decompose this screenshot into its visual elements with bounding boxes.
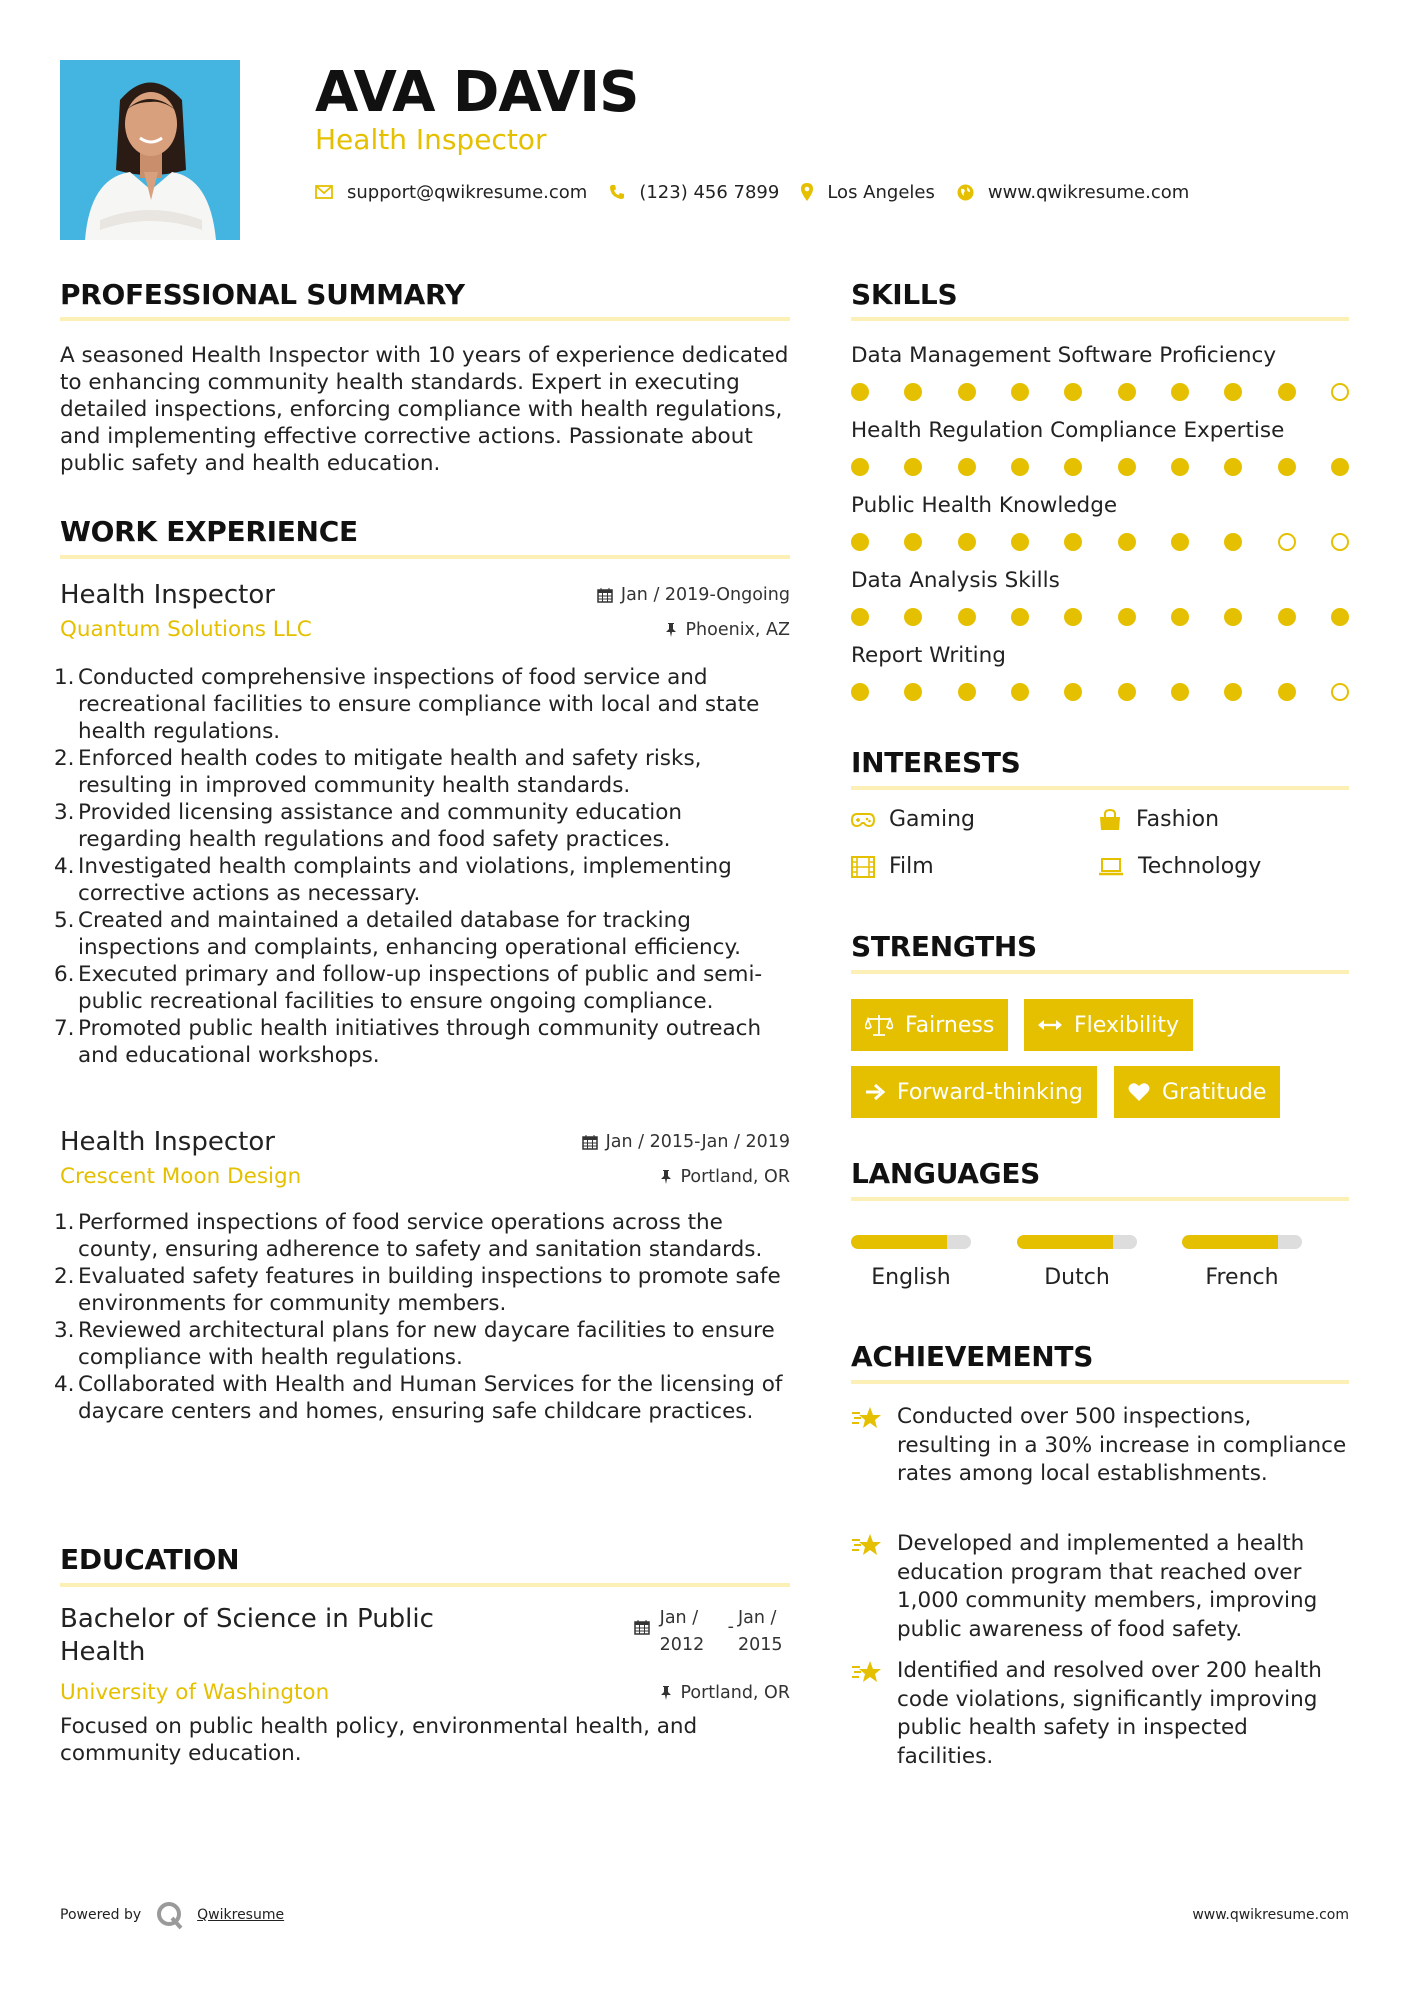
email-icon — [315, 185, 333, 199]
skills-heading: SKILLS — [851, 278, 958, 311]
qwikresume-link[interactable]: Qwikresume — [197, 1907, 285, 1923]
interests-divider — [851, 786, 1349, 790]
skill-rating — [851, 532, 1349, 552]
skill-dot-filled — [904, 683, 922, 701]
skill-dot-filled — [1224, 533, 1242, 551]
list-item: 1. Performed inspections of food service operations across the county, ensuring adherence to safety and sanitation standards. — [54, 1210, 763, 1262]
balance-scale-icon — [865, 1014, 893, 1036]
interest-fashion — [1098, 807, 1219, 832]
skill-row — [851, 642, 1349, 702]
job-dates-text: Jan / 2015-Jan / 2019 — [605, 1132, 790, 1152]
skill-dot-filled — [1011, 383, 1029, 401]
job-location — [660, 1167, 790, 1187]
education-start: Jan / 2012 — [659, 1608, 705, 1655]
job-dates-text: Jan / 2019-Ongoing — [620, 585, 790, 605]
education-divider — [60, 1583, 790, 1587]
list-item: 3. Provided licensing assistance and community education regarding health regulations and food safety practices. — [54, 800, 682, 852]
star-icon — [851, 1530, 897, 1644]
skill-dot-filled — [958, 683, 976, 701]
date-separator: - — [727, 1617, 734, 1637]
contact-location — [801, 182, 935, 203]
arrow-right-icon — [865, 1083, 885, 1101]
contact-phone-text: (123) 456 7899 — [639, 181, 780, 203]
strength-label: Flexibility — [1074, 1012, 1179, 1038]
achievement-item — [851, 1403, 1349, 1489]
skill-dot-filled — [1331, 458, 1349, 476]
star-icon — [851, 1403, 897, 1489]
experience-divider — [60, 555, 790, 559]
laptop-icon — [1098, 858, 1124, 876]
skill-dot-filled — [851, 383, 869, 401]
language-level-fill — [851, 1235, 947, 1249]
pin-icon — [665, 622, 677, 638]
language-name: English — [871, 1265, 951, 1290]
strength-tag-fairness — [851, 999, 1008, 1051]
education-end: Jan / 2015 — [738, 1608, 783, 1655]
job-dates — [597, 585, 790, 605]
skill-row — [851, 417, 1349, 477]
interest-label: Technology — [1138, 854, 1262, 879]
skills-divider — [851, 317, 1349, 321]
contact-location-text: Los Angeles — [827, 181, 935, 203]
education-dates — [634, 1605, 790, 1669]
skill-rating — [851, 682, 1349, 702]
summary-heading: PROFESSIONAL SUMMARY — [60, 278, 465, 311]
contact-website[interactable] — [957, 182, 1189, 203]
skill-dot-filled — [904, 533, 922, 551]
arrows-horizontal-icon — [1038, 1018, 1062, 1032]
experience-heading: WORK EXPERIENCE — [60, 515, 358, 548]
candidate-role: Health Inspector — [315, 123, 547, 156]
degree-title: Bachelor of Science in Public Health — [60, 1604, 434, 1667]
skill-dot-filled — [1331, 608, 1349, 626]
skill-rating — [851, 607, 1349, 627]
achievements-heading: ACHIEVEMENTS — [851, 1340, 1094, 1373]
school-name: University of Washington — [60, 1680, 330, 1705]
footer-branding — [60, 1900, 284, 1930]
interest-gaming — [851, 807, 975, 832]
list-item: 7. Promoted public health initiatives through community outreach and educational workshops. — [54, 1016, 762, 1068]
summary-divider — [60, 317, 790, 321]
profile-photo — [60, 60, 240, 240]
skill-dot-empty — [1331, 683, 1349, 701]
contact-bar — [315, 178, 1211, 206]
contact-phone[interactable] — [609, 182, 779, 203]
skill-dot-filled — [1224, 458, 1242, 476]
skill-dot-filled — [904, 458, 922, 476]
interests-heading: INTERESTS — [851, 746, 1021, 779]
skill-rating — [851, 382, 1349, 402]
globe-icon — [957, 184, 974, 201]
skill-dot-filled — [1118, 533, 1136, 551]
skill-dot-filled — [958, 533, 976, 551]
skill-dot-filled — [1064, 383, 1082, 401]
strength-tag-forward-thinking — [851, 1066, 1097, 1118]
interest-label: Fashion — [1136, 807, 1220, 832]
languages-divider — [851, 1197, 1349, 1201]
skill-dot-filled — [851, 458, 869, 476]
skill-dot-filled — [1171, 683, 1189, 701]
skill-dot-filled — [1224, 383, 1242, 401]
skill-dot-filled — [1118, 683, 1136, 701]
skill-dot-filled — [1171, 608, 1189, 626]
skill-rating — [851, 457, 1349, 477]
job-location-text: Phoenix, AZ — [685, 620, 790, 640]
skill-dot-filled — [1064, 533, 1082, 551]
skill-dot-filled — [1278, 458, 1296, 476]
language-level-fill — [1017, 1235, 1113, 1249]
skill-dot-empty — [1331, 533, 1349, 551]
location-icon — [801, 183, 813, 201]
strength-label: Gratitude — [1162, 1079, 1267, 1105]
film-icon — [851, 856, 875, 878]
skill-name: Data Analysis Skills — [851, 568, 1060, 593]
skill-row — [851, 567, 1349, 627]
language-level-bar — [851, 1235, 971, 1249]
language-level-fill — [1182, 1235, 1278, 1249]
skill-name: Report Writing — [851, 643, 1006, 668]
achievement-item — [851, 1530, 1349, 1644]
powered-by-label: Powered by — [60, 1907, 142, 1923]
heart-icon — [1128, 1082, 1150, 1102]
skill-dot-filled — [1171, 383, 1189, 401]
company-name: Quantum Solutions LLC — [60, 617, 312, 642]
skill-dot-filled — [904, 608, 922, 626]
skill-dot-filled — [1118, 458, 1136, 476]
pin-icon — [660, 1685, 672, 1701]
contact-email[interactable] — [315, 182, 587, 203]
job-entry — [54, 578, 790, 1069]
calendar-icon — [597, 587, 613, 603]
skill-dot-filled — [851, 608, 869, 626]
summary-text: A seasoned Health Inspector with 10 years of experience dedicated to enhancing community health standards. Expert in executing detailed inspections, enforcing compliance with health regulations, and implementing effective corrective actions. Passionate about public safety and health education. — [60, 343, 789, 476]
company-name: Crescent Moon Design — [60, 1164, 302, 1189]
list-item: 3. Reviewed architectural plans for new daycare facilities to ensure compliance with health regulations. — [54, 1318, 775, 1370]
star-icon — [851, 1657, 897, 1771]
skill-dot-filled — [1224, 608, 1242, 626]
language-level-bar — [1182, 1235, 1302, 1249]
skill-dot-filled — [1171, 533, 1189, 551]
shopping-bag-icon — [1098, 809, 1122, 831]
skill-dot-filled — [958, 458, 976, 476]
skill-dot-filled — [1064, 608, 1082, 626]
skill-dot-filled — [1118, 608, 1136, 626]
skill-dot-filled — [1011, 533, 1029, 551]
education-entry — [60, 1603, 790, 1767]
skill-dot-filled — [1011, 683, 1029, 701]
pin-icon — [660, 1169, 672, 1185]
achievement-item — [851, 1657, 1349, 1771]
education-description: Focused on public health policy, environmental health, and community education. — [60, 1714, 698, 1766]
skill-dot-filled — [1171, 458, 1189, 476]
language-name: French — [1205, 1265, 1279, 1290]
footer-url[interactable]: www.qwikresume.com — [1192, 1907, 1349, 1923]
candidate-name: AVA DAVIS — [315, 60, 639, 125]
language-level-bar — [1017, 1235, 1137, 1249]
strengths-divider — [851, 970, 1349, 974]
skill-name: Health Regulation Compliance Expertise — [851, 418, 1285, 443]
skill-dot-empty — [1278, 533, 1296, 551]
skill-dot-filled — [1278, 383, 1296, 401]
language-name: Dutch — [1044, 1265, 1110, 1290]
skill-dot-filled — [1011, 608, 1029, 626]
job-location-text: Portland, OR — [680, 1167, 790, 1187]
skill-dot-filled — [1224, 683, 1242, 701]
skill-dot-filled — [1011, 458, 1029, 476]
skill-dot-filled — [1118, 383, 1136, 401]
skill-row — [851, 342, 1349, 402]
interest-technology — [1098, 854, 1261, 879]
skill-dot-filled — [851, 683, 869, 701]
job-duties — [54, 1209, 790, 1425]
skill-dot-filled — [851, 533, 869, 551]
interest-film — [851, 854, 934, 879]
skill-dot-filled — [958, 608, 976, 626]
list-item: 4. Investigated health complaints and violations, implementing corrective actions as necessary. — [54, 854, 732, 906]
skill-row — [851, 492, 1349, 552]
phone-icon — [609, 184, 625, 200]
skill-dot-filled — [904, 383, 922, 401]
education-location — [660, 1683, 790, 1703]
achievement-text: Developed and implemented a health education program that reached over 1,000 community members, improving public awareness of food safety. — [897, 1531, 1318, 1642]
achievement-text: Identified and resolved over 200 health code violations, significantly improving public health safety in inspected facilities. — [897, 1658, 1322, 1769]
qwikresume-logo-icon — [155, 1900, 185, 1930]
job-title: Health Inspector — [60, 580, 275, 610]
job-duties — [54, 664, 790, 1069]
contact-website-text: www.qwikresume.com — [987, 181, 1190, 203]
strengths-heading: STRENGTHS — [851, 930, 1037, 963]
list-item: 2. Enforced health codes to mitigate health and safety risks, resulting in improved community health standards. — [54, 746, 702, 798]
gamepad-icon — [851, 812, 875, 828]
list-item: 2. Evaluated safety features in building inspections to promote safe environments for community members. — [54, 1264, 781, 1316]
skill-dot-filled — [1278, 683, 1296, 701]
strength-tag-gratitude — [1114, 1066, 1280, 1118]
strength-label: Forward-thinking — [897, 1079, 1083, 1105]
strength-label: Fairness — [905, 1012, 995, 1038]
languages-heading: LANGUAGES — [851, 1157, 1041, 1190]
education-heading: EDUCATION — [60, 1543, 240, 1576]
achievement-text: Conducted over 500 inspections, resulting in a 30% increase in compliance rates among local establishments. — [897, 1404, 1347, 1486]
job-location — [665, 620, 790, 640]
interest-label: Gaming — [889, 807, 975, 832]
list-item: 1. Conducted comprehensive inspections of food service and recreational facilities to ensure compliance with local and state health regulations. — [54, 665, 760, 744]
calendar-icon — [634, 1619, 650, 1635]
list-item: 6. Executed primary and follow-up inspections of public and semi-public recreational facilities to ensure ongoing compliance. — [54, 962, 763, 1014]
skill-name: Public Health Knowledge — [851, 493, 1118, 518]
skill-dot-empty — [1331, 383, 1349, 401]
job-title: Health Inspector — [60, 1127, 275, 1157]
job-dates — [582, 1132, 790, 1152]
calendar-icon — [582, 1134, 598, 1150]
interest-label: Film — [889, 854, 934, 879]
skill-dot-filled — [1064, 683, 1082, 701]
contact-email-text: support@qwikresume.com — [347, 181, 588, 203]
skill-dot-filled — [1278, 608, 1296, 626]
skill-dot-filled — [958, 383, 976, 401]
education-location-text: Portland, OR — [680, 1683, 790, 1703]
list-item: 4. Collaborated with Health and Human Services for the licensing of daycare centers and homes, ensuring safe childcare practices. — [54, 1372, 783, 1424]
strength-tag-flexibility — [1024, 999, 1193, 1051]
skill-name: Data Management Software Proficiency — [851, 343, 1277, 368]
list-item: 5. Created and maintained a detailed database for tracking inspections and complaints, enhancing operational efficiency. — [54, 908, 741, 960]
job-entry — [54, 1125, 790, 1425]
skill-dot-filled — [1064, 458, 1082, 476]
achievements-divider — [851, 1380, 1349, 1384]
